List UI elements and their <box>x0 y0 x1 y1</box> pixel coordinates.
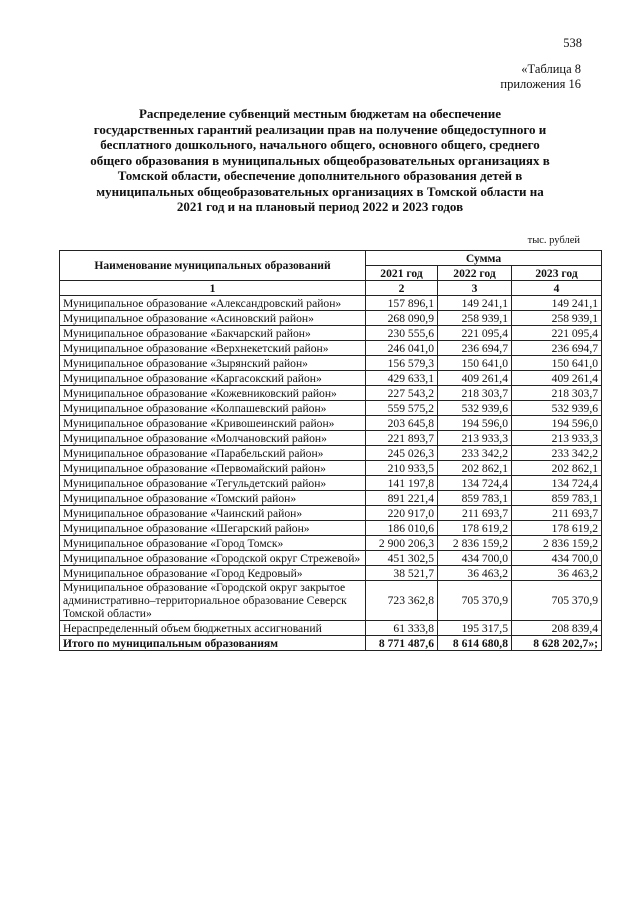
amount-2022: 218 303,7 <box>438 386 512 401</box>
amount-2022: 532 939,6 <box>438 401 512 416</box>
amount-2021: 157 896,1 <box>366 296 438 311</box>
municipality-name: Муниципальное образование «Городской округ Стрежевой» <box>60 551 366 566</box>
table-row <box>60 521 602 536</box>
amount-2023: 213 933,3 <box>512 431 602 446</box>
table-row <box>60 341 602 356</box>
amount-2022: 150 641,0 <box>438 356 512 371</box>
amount-2023: 194 596,0 <box>512 416 602 431</box>
municipality-name: Муниципальное образование «Зырянский район» <box>60 356 366 371</box>
amount-2022: 178 619,2 <box>438 521 512 536</box>
amount-2021: 245 026,3 <box>366 446 438 461</box>
municipality-name: Муниципальное образование «Город Кедровый» <box>60 566 366 581</box>
amount-2021: 38 521,7 <box>366 566 438 581</box>
appendix-table-label: «Таблица 8 <box>521 62 581 76</box>
title-line: муниципальных общеобразовательных организациях в Томской области на <box>96 183 544 199</box>
amount-2021: 230 555,6 <box>366 326 438 341</box>
municipality-name: Муниципальное образование «Городской округ закрытое административно–территориальное образование Северск Томской области» <box>60 581 366 621</box>
amount-2023: 36 463,2 <box>512 566 602 581</box>
table-header-row <box>60 251 602 266</box>
title-line: бесплатного дошкольного, начального общего, основного общего, среднего <box>100 137 540 152</box>
municipality-name: Муниципальное образование «Первомайский район» <box>60 461 366 476</box>
amount-2021: 141 197,8 <box>366 476 438 491</box>
amount-2021: 891 221,4 <box>366 491 438 506</box>
table-row <box>60 416 602 431</box>
amount-2021: 2 900 206,3 <box>366 536 438 551</box>
amount-2023: 859 783,1 <box>512 491 602 506</box>
amount-2022: 194 596,0 <box>438 416 512 431</box>
amount-2021: 203 645,8 <box>366 416 438 431</box>
amount-2021: 227 543,2 <box>366 386 438 401</box>
amount-2021: 61 333,8 <box>366 621 438 636</box>
amount-2022: 258 939,1 <box>438 311 512 326</box>
table-row <box>60 386 602 401</box>
amount-2021: 723 362,8 <box>366 581 438 621</box>
amount-2021: 246 041,0 <box>366 341 438 356</box>
municipality-name: Муниципальное образование «Парабельский район» <box>60 446 366 461</box>
amount-2022: 236 694,7 <box>438 341 512 356</box>
amount-2023: 236 694,7 <box>512 341 602 356</box>
total-2021: 8 771 487,6 <box>366 636 438 651</box>
subvention-table <box>59 250 602 651</box>
amount-2023: 233 342,2 <box>512 446 602 461</box>
header-municipality-name: Наименование муниципальных образований <box>60 251 366 281</box>
table-body <box>60 281 602 636</box>
amount-2022: 36 463,2 <box>438 566 512 581</box>
appendix-annex-label: приложения 16 <box>500 77 581 91</box>
amount-2023: 258 939,1 <box>512 311 602 326</box>
total-2023: 8 628 202,7»; <box>512 636 602 651</box>
amount-2023: 434 700,0 <box>512 551 602 566</box>
title-line: государственных гарантий реализации прав на получение общедоступного и <box>93 121 547 137</box>
amount-2021: 429 633,1 <box>366 371 438 386</box>
table-row <box>60 621 602 636</box>
municipality-name: Муниципальное образование «Каргасокский район» <box>60 371 366 386</box>
amount-2022: 213 933,3 <box>438 431 512 446</box>
amount-2023: 150 641,0 <box>512 356 602 371</box>
total-row <box>60 636 602 651</box>
amount-2021: 221 893,7 <box>366 431 438 446</box>
amount-2023: 2 836 159,2 <box>512 536 602 551</box>
title-line: Распределение субвенций местным бюджетам на обеспечение <box>138 106 502 121</box>
table-row <box>60 506 602 521</box>
municipality-name: Муниципальное образование «Кривошеинский район» <box>60 416 366 431</box>
amount-2022: 211 693,7 <box>438 506 512 521</box>
amount-2021: 268 090,9 <box>366 311 438 326</box>
table-row <box>60 296 602 311</box>
table-row <box>60 566 602 581</box>
table-row <box>60 326 602 341</box>
municipality-name: Нераспределенный объем бюджетных ассигнований <box>60 621 366 636</box>
amount-2023: 218 303,7 <box>512 386 602 401</box>
column-index: 2 <box>366 281 438 296</box>
appendix-reference <box>500 62 581 92</box>
amount-2022: 221 095,4 <box>438 326 512 341</box>
amount-2022: 134 724,4 <box>438 476 512 491</box>
amount-2021: 186 010,6 <box>366 521 438 536</box>
column-index: 3 <box>438 281 512 296</box>
amount-2022: 859 783,1 <box>438 491 512 506</box>
column-index: 1 <box>60 281 366 296</box>
municipality-name: Муниципальное образование «Чаинский район» <box>60 506 366 521</box>
municipality-name: Муниципальное образование «Бакчарский район» <box>60 326 366 341</box>
table-row <box>60 401 602 416</box>
amount-2021: 156 579,3 <box>366 356 438 371</box>
amount-2023: 202 862,1 <box>512 461 602 476</box>
table-row <box>60 371 602 386</box>
table-row <box>60 536 602 551</box>
municipality-name: Муниципальное образование «Асиновский район» <box>60 311 366 326</box>
title-line: общего образования в муниципальных общеобразовательных организациях в <box>90 152 550 168</box>
amount-2023: 409 261,4 <box>512 371 602 386</box>
column-index-row <box>60 281 602 296</box>
amount-2022: 233 342,2 <box>438 446 512 461</box>
municipality-name: Муниципальное образование «Александровский район» <box>60 296 366 311</box>
header-year-2021: 2021 год <box>366 266 438 281</box>
table-row <box>60 446 602 461</box>
table-row <box>60 491 602 506</box>
amount-2023: 134 724,4 <box>512 476 602 491</box>
amount-2022: 434 700,0 <box>438 551 512 566</box>
units-label: тыс. рублей <box>527 235 580 246</box>
amount-2023: 149 241,1 <box>512 296 602 311</box>
table-row <box>60 581 602 621</box>
amount-2021: 220 917,0 <box>366 506 438 521</box>
amount-2023: 208 839,4 <box>512 621 602 636</box>
amount-2022: 705 370,9 <box>438 581 512 621</box>
table-row <box>60 476 602 491</box>
column-index: 4 <box>512 281 602 296</box>
amount-2023: 532 939,6 <box>512 401 602 416</box>
table-row <box>60 551 602 566</box>
municipality-name: Муниципальное образование «Верхнекетский район» <box>60 341 366 356</box>
amount-2021: 210 933,5 <box>366 461 438 476</box>
table-row <box>60 356 602 371</box>
table-row <box>60 461 602 476</box>
total-label: Итого по муниципальным образованиям <box>60 636 366 651</box>
municipality-name: Муниципальное образование «Колпашевский район» <box>60 401 366 416</box>
municipality-name: Муниципальное образование «Молчановский район» <box>60 431 366 446</box>
total-2022: 8 614 680,8 <box>438 636 512 651</box>
amount-2022: 409 261,4 <box>438 371 512 386</box>
amount-2023: 211 693,7 <box>512 506 602 521</box>
table-row <box>60 311 602 326</box>
document-title <box>60 106 580 215</box>
header-year-2022: 2022 год <box>438 266 512 281</box>
amount-2021: 451 302,5 <box>366 551 438 566</box>
municipality-name: Муниципальное образование «Шегарский район» <box>60 521 366 536</box>
municipality-name: Муниципальное образование «Томский район» <box>60 491 366 506</box>
page-number: 538 <box>563 36 582 50</box>
amount-2021: 559 575,2 <box>366 401 438 416</box>
title-line: Томской области, обеспечение дополнительного образования детей в <box>117 168 523 183</box>
header-sum: Сумма <box>366 251 602 266</box>
amount-2022: 2 836 159,2 <box>438 536 512 551</box>
amount-2022: 195 317,5 <box>438 621 512 636</box>
amount-2022: 149 241,1 <box>438 296 512 311</box>
title-line: 2021 год и на плановый период 2022 и 2023 годов <box>176 199 464 214</box>
amount-2023: 221 095,4 <box>512 326 602 341</box>
municipality-name: Муниципальное образование «Город Томск» <box>60 536 366 551</box>
amount-2022: 202 862,1 <box>438 461 512 476</box>
amount-2023: 705 370,9 <box>512 581 602 621</box>
header-year-2023: 2023 год <box>512 266 602 281</box>
amount-2023: 178 619,2 <box>512 521 602 536</box>
table-row <box>60 431 602 446</box>
municipality-name: Муниципальное образование «Кожевниковский район» <box>60 386 366 401</box>
municipality-name: Муниципальное образование «Тегульдетский район» <box>60 476 366 491</box>
